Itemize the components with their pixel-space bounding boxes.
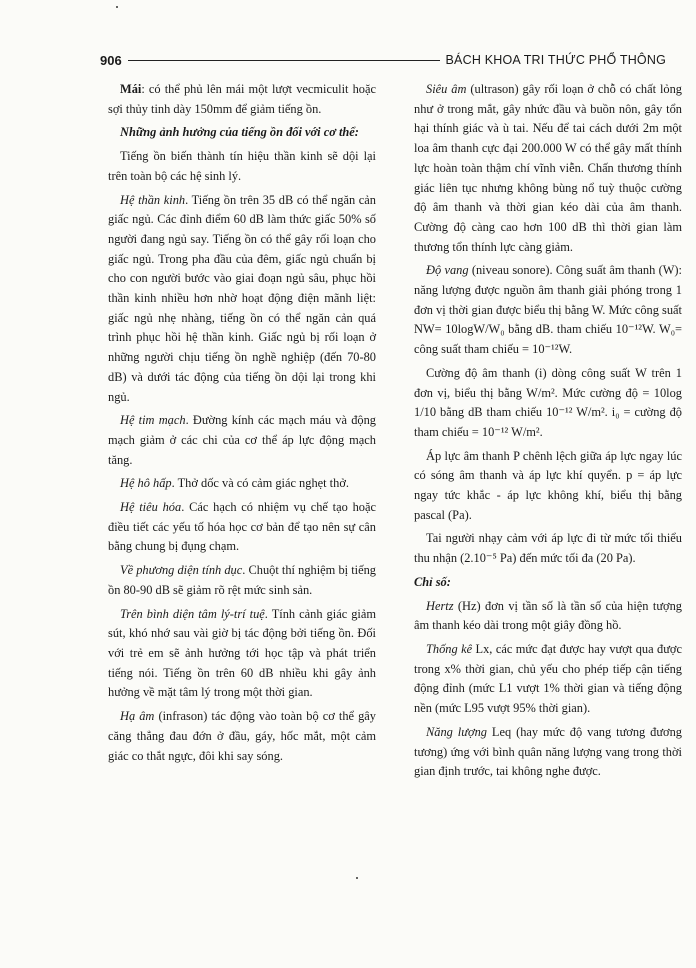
- section-heading: Chỉ số:: [414, 574, 451, 589]
- section-heading: Những ảnh hưởng của tiếng ồn đối với cơ thể:: [120, 125, 359, 140]
- paragraph-lead: Thống kê: [426, 641, 473, 656]
- paragraph-lead: Trên bình diện tâm lý-trí tuệ: [120, 606, 265, 621]
- running-header: [100, 50, 666, 70]
- paragraph-text: Lx, các mức đạt được hay vượt qua được trong x% thời gian, chủ yếu cho phép tiếp cận tiếng động đỉnh (mức L1 vượt 1% thời gian và tiếng động nền (mức L95 vượt 95% thời gian).: [414, 641, 682, 716]
- paragraph: [414, 364, 682, 443]
- right-column: [414, 80, 682, 786]
- running-title: BÁCH KHOA TRI THỨC PHỔ THÔNG: [445, 53, 666, 67]
- paragraph-text: : có thể phủ lên mái một lượt vecmiculit hoặc sợi thủy tinh dày 150mm để giảm tiếng ồn.: [108, 82, 376, 116]
- paragraph-text: (ultrason) gây rối loạn ở chỗ có chất lỏng như ở trong mắt, gây nhức đầu và buồn nôn, gây tổn hại thính giác và ù tai. Nếu để tai cách dưới 2m một loa âm thanh cực đại 200.000 W có thể gây mất thính lực hoàn toàn thậm chí vĩnh viễn. Chấn thương thính giác liên tục nhưng không bùng nổ tuỳ thuộc cường độ âm thanh và thời gian kéo dài của âm thanh. Cường độ càng cao hơn 100 dB thì thời gian làm thương tổn thính lực càng giảm.: [414, 82, 682, 254]
- paragraph: [414, 640, 682, 719]
- paragraph: [108, 605, 376, 704]
- page-number: 906: [100, 52, 122, 68]
- paragraph-text: (infrason) tác động vào toàn bộ cơ thể gây căng thẳng đau đớn ở đầu, gáy, hốc mắt, một cảm giác co thắt ngực, đôi khi say sóng.: [108, 709, 376, 763]
- paragraph: [108, 707, 376, 766]
- speck-mark: [116, 6, 118, 8]
- paragraph-text: . Thở dốc và có cảm giác nghẹt thở.: [171, 476, 349, 491]
- left-column: [108, 80, 376, 770]
- paragraph: [108, 80, 376, 119]
- paragraph-lead: Hệ hô hấp: [120, 476, 172, 491]
- speck-mark: [356, 877, 358, 879]
- paragraph: [414, 261, 682, 360]
- paragraph-lead: Siêu âm: [426, 82, 467, 96]
- paragraph-text: . Đường kính các mạch máu và động mạch giảm ở các chi của cơ thể áp lực động mạch tăng.: [108, 413, 376, 467]
- paragraph-text: Leq (hay mức độ vang tương đương tương) ứng với bình quân năng lượng vang trong thời gian định trước, tai không nghe được.: [414, 724, 683, 779]
- paragraph-text: Tai người nhạy cảm với áp lực đi từ mức tối thiểu thu nhận (2.10⁻⁵ Pa) đến mức tối đa (20 Pa).: [414, 531, 682, 566]
- paragraph-text: (Hz) đơn vị tần số là tần số của hiện tượng âm thanh kéo dài trong một giây đồng hồ.: [414, 598, 682, 633]
- paragraph: [108, 411, 376, 470]
- paragraph-text: . Các hạch có nhiệm vụ chế tạo hoặc điều tiết các yếu tố hóa học cơ bản để tạo nên sự cân bằng chung bị đụng chạm.: [108, 500, 376, 554]
- paragraph-text: Tiếng ồn biến thành tín hiệu thần kinh sẽ dội lại trên toàn bộ các hệ sinh lý.: [108, 149, 376, 183]
- paragraph-lead: Hệ tiêu hóa: [120, 500, 182, 515]
- paragraph: [414, 723, 682, 782]
- paragraph-lead: Mái: [120, 82, 142, 96]
- paragraph: [108, 474, 376, 494]
- paragraph-lead: Hertz: [426, 598, 454, 613]
- paragraph-lead: Hệ tim mạch: [120, 413, 186, 428]
- paragraph-text: . Tiếng ồn trên 35 dB có thể ngăn cản giấc ngủ. Các đỉnh điểm 60 dB làm thức giấc 50% số người đang ngủ say. Tiếng ồn có thể gây rối loạn cho giấc ngủ. Trong pha đầu của đêm, giấc ngủ chuẩn bị cho con người bước vào giai đoạn ngủ sâu, phục hồi thần kinh nhiều hơn nhờ hoạt động điện mãnh liệt: giấc ngủ nhẹ nhàng, tiếng ồn có thể ngăn cản quá trình phục hồi hệ thần kinh. Giấc ngủ bị rối loạn ở những người chịu tiếng ồn nghề nghiệp (đến 70-80 dB) và dưới tác động của tiếng ồn dội lại trong khi ngủ.: [108, 192, 376, 404]
- paragraph: [414, 597, 682, 636]
- paragraph: [414, 447, 682, 526]
- paragraph-lead: Về phương diện tính dục: [120, 563, 243, 578]
- paragraph-lead: Hệ thần kinh: [120, 192, 186, 207]
- paragraph-text: . Tính cảnh giác giảm sút, khó nhớ sau vài giờ bị tác động bởi tiếng ồn. Đối với trẻ em sẽ ảnh hưởng tới học tập và phát triển tiếng nói. Tiếng ồn trên 60 dB nhiều khi gây ảnh hưởng về mặt tâm lý trong một thời gian.: [108, 606, 377, 700]
- paragraph: [414, 80, 682, 257]
- paragraph-lead: Độ vang: [426, 263, 469, 278]
- paragraph-text: (niveau sonore). Công suất âm thanh (W): năng lượng được nguồn âm thanh giải phóng trong 1 đơn vị thời gian được biểu thị bằng W. Mức công suất NW= 10logW/W₀ bằng dB. tham chiếu 10⁻¹²W. W₀= công suất tham chiếu = 10⁻¹²W.: [414, 263, 682, 357]
- paragraph-text: Áp lực âm thanh P chênh lệch giữa áp lực ngay lúc có sóng âm thanh và áp lực khí quyển. p = áp lực ngay tức khắc - áp lực không khí, biểu thị bằng pascal (Pa).: [414, 448, 682, 522]
- paragraph-lead: Hạ âm: [120, 709, 155, 724]
- paragraph: [108, 147, 376, 186]
- paragraph: [108, 498, 376, 557]
- paragraph: [108, 191, 376, 408]
- header-rule: [128, 60, 440, 61]
- paragraph-text: Cường độ âm thanh (i) dòng công suất W trên 1 đơn vị, biểu thị bằng W/m². Mức cường độ = 10log 1/10 bằng dB tham chiếu 10⁻¹² W/m². i₀ = cường độ tham chiếu = 10⁻¹² W/m².: [414, 365, 682, 439]
- paragraph: [414, 529, 682, 568]
- paragraph: [108, 561, 376, 600]
- paragraph-lead: Năng lượng: [426, 724, 487, 739]
- paragraph-text: . Chuột thí nghiệm bị tiếng ồn 80-90 dB sẽ giảm rõ rệt mức sinh sản.: [108, 563, 376, 597]
